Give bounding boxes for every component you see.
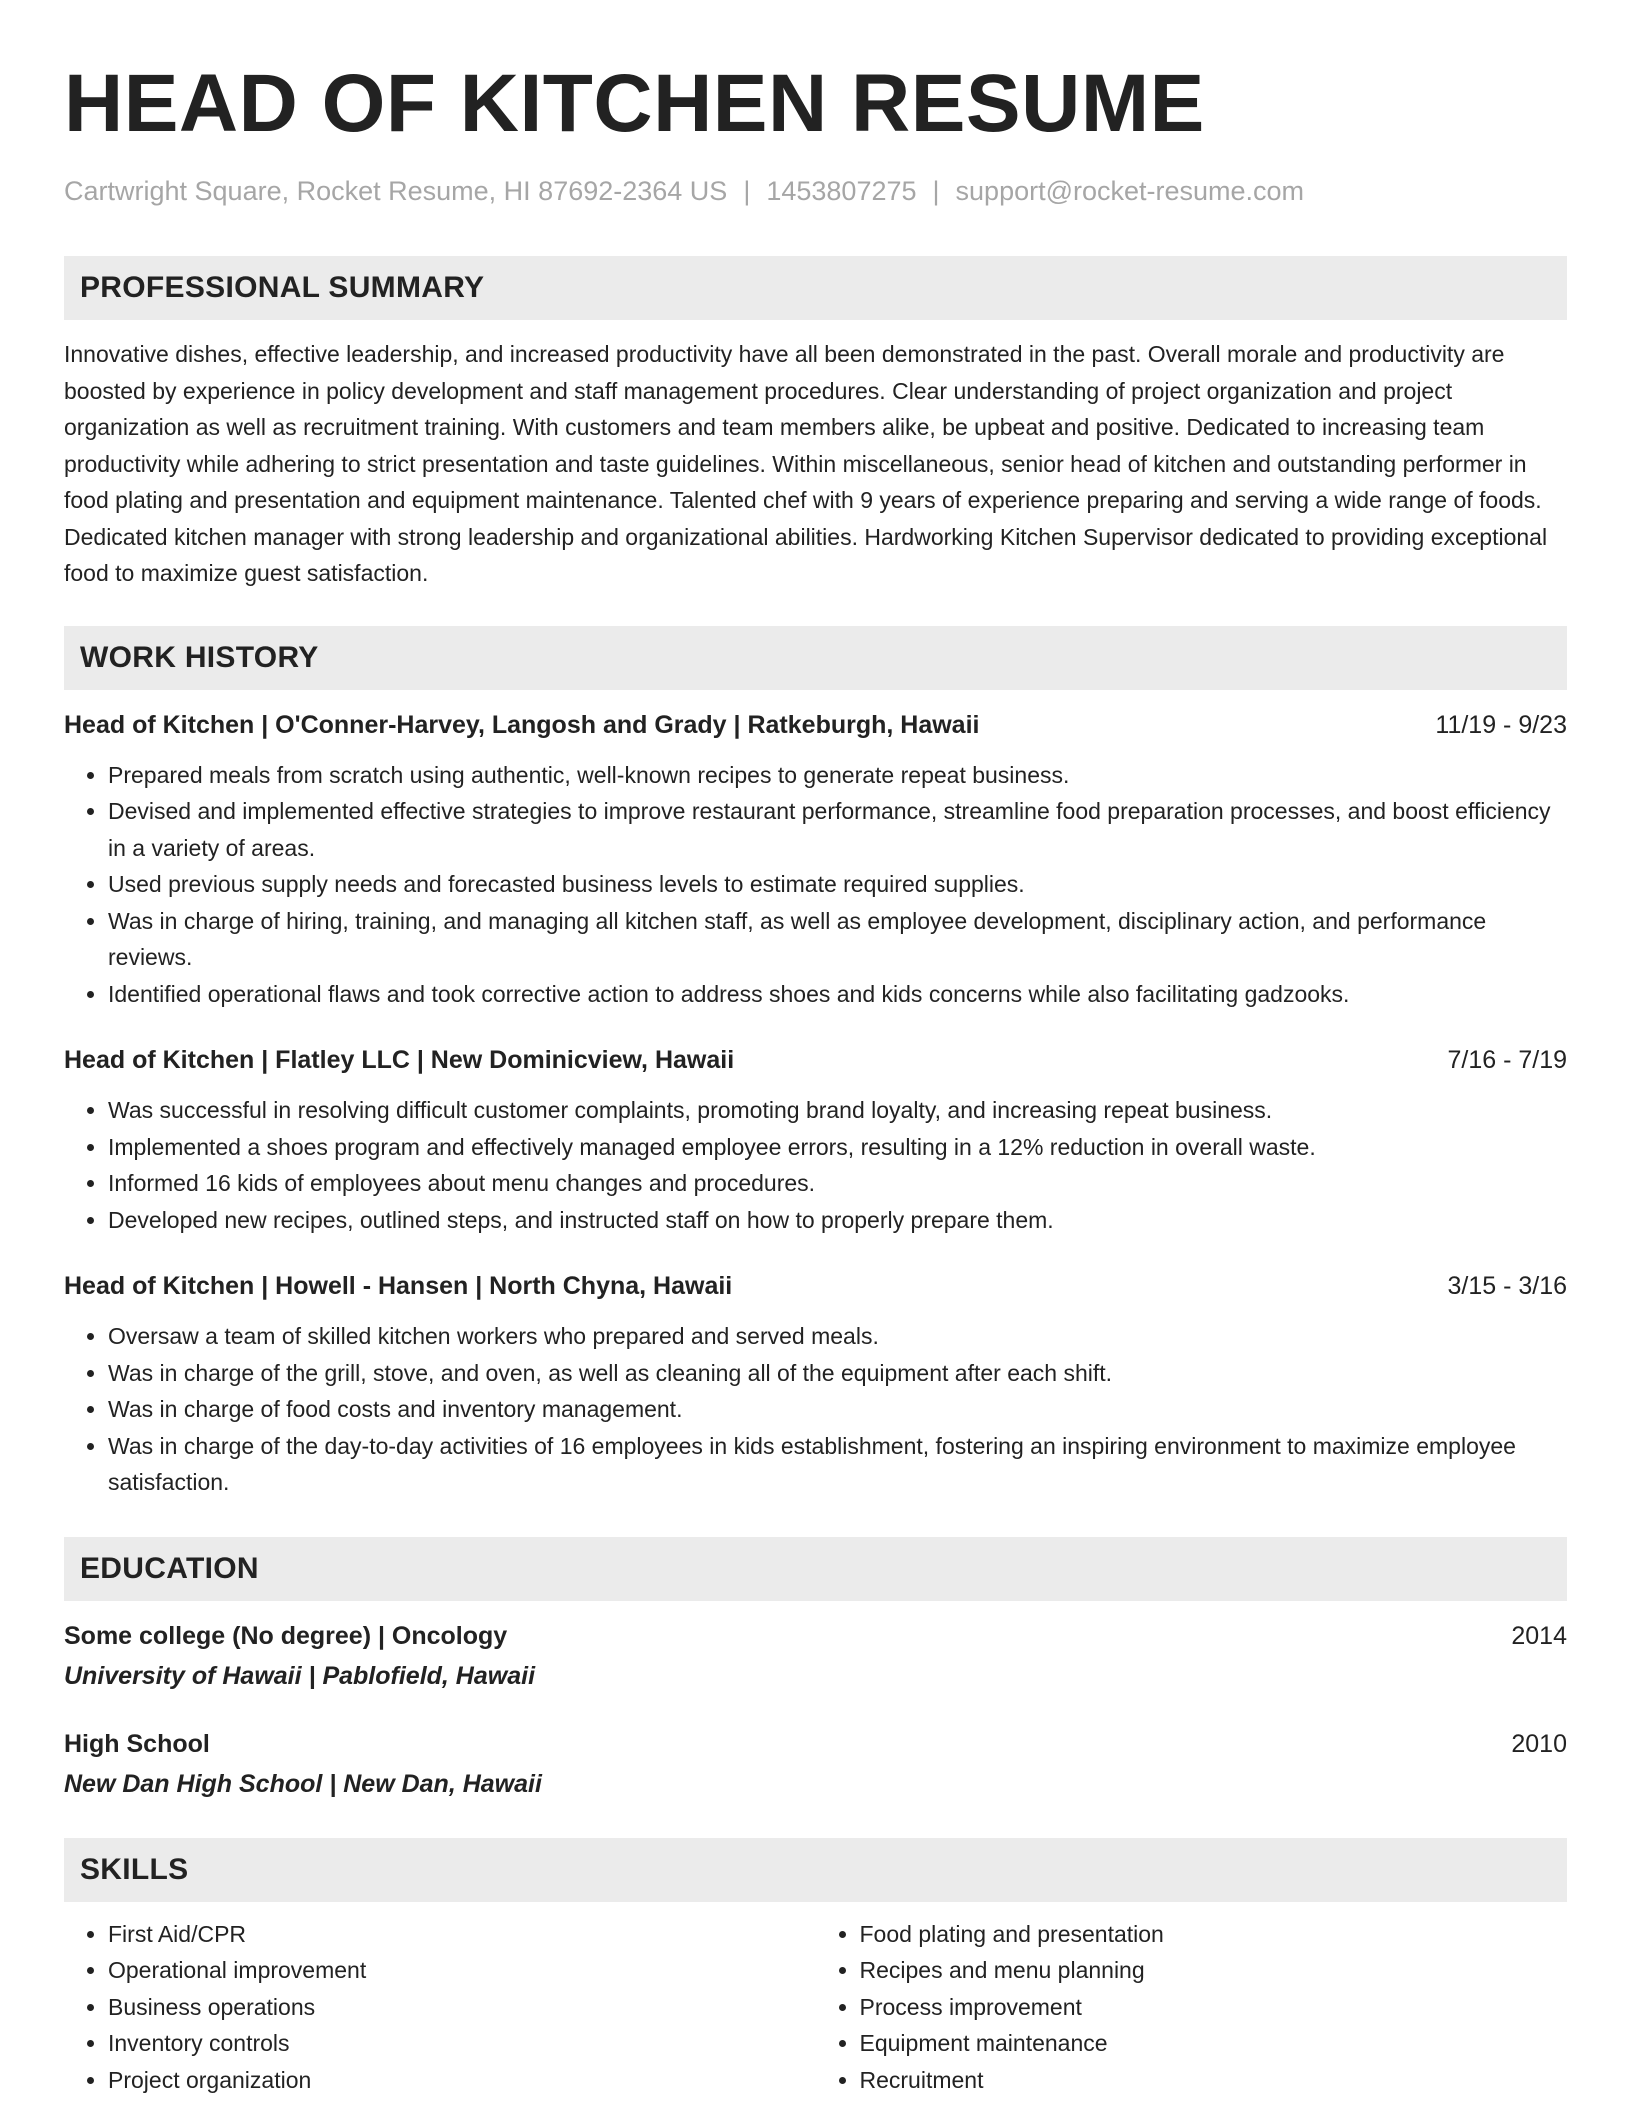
job-bullets [64, 757, 1567, 1013]
skill-item: • First Aid/CPR [108, 1916, 816, 1953]
skills-column-right [816, 1916, 1568, 2099]
job-header [64, 1268, 1567, 1304]
job-header [64, 707, 1567, 743]
contact-email: support@rocket-resume.com [955, 176, 1305, 206]
skills-column-left [64, 1916, 816, 2099]
contact-separator: | [932, 176, 940, 206]
education-school: New Dan High School | New Dan, Hawaii [64, 1769, 542, 1798]
education-degree: High School [64, 1729, 210, 1758]
job-bullet: • Devised and implemented effective strategies to improve restaurant performance, streamline food preparation processes, and boost efficiency in a variety of areas. [108, 793, 1567, 866]
job-bullet: • Was in charge of the grill, stove, and oven, as well as cleaning all of the equipment after each shift. [108, 1355, 1567, 1392]
job-bullet: • Was successful in resolving difficult customer complaints, promoting brand loyalty, and increasing repeat business. [108, 1092, 1567, 1129]
education-entry [64, 1726, 1567, 1802]
contact-address: Cartwright Square, Rocket Resume, HI 87692-2364 US [64, 176, 728, 206]
skill-item: • Process improvement [860, 1989, 1568, 2026]
job-bullet: • Was in charge of food costs and inventory management. [108, 1391, 1567, 1428]
job-bullet: • Oversaw a team of skilled kitchen workers who prepared and served meals. [108, 1318, 1567, 1355]
job-entry [64, 1268, 1567, 1501]
job-dates: 11/19 - 9/23 [1435, 710, 1567, 739]
job-title: Head of Kitchen | Howell - Hansen | North Chyna, Hawaii [64, 1272, 733, 1300]
job-entry [64, 1042, 1567, 1238]
education-header [64, 1726, 1567, 1762]
education-header [64, 1618, 1567, 1654]
section-header-education: EDUCATION [64, 1537, 1567, 1601]
contact-line [64, 174, 1567, 208]
job-bullet: • Used previous supply needs and forecasted business levels to estimate required supplies. [108, 866, 1567, 903]
job-bullet: • Developed new recipes, outlined steps, and instructed staff on how to properly prepare them. [108, 1202, 1567, 1239]
job-title: Head of Kitchen | Flatley LLC | New Dominicview, Hawaii [64, 1046, 735, 1074]
job-bullet: • Informed 16 kids of employees about menu changes and procedures. [108, 1165, 1567, 1202]
job-bullet: • Was in charge of the day-to-day activities of 16 employees in kids establishment, fostering an inspiring environment to maximize employee satisfaction. [108, 1428, 1567, 1501]
job-bullet: • Was in charge of hiring, training, and managing all kitchen staff, as well as employee development, disciplinary action, and performance reviews. [108, 903, 1567, 976]
education-year: 2010 [1511, 1729, 1567, 1758]
job-bullets [64, 1092, 1567, 1238]
contact-phone: 1453807275 [766, 176, 917, 206]
skills-list [64, 1916, 1567, 2099]
skill-item: • Recipes and menu planning [860, 1952, 1568, 1989]
job-bullet: • Implemented a shoes program and effectively managed employee errors, resulting in a 12% reduction in overall waste. [108, 1129, 1567, 1166]
skill-item: • Food plating and presentation [860, 1916, 1568, 1953]
job-bullets [64, 1318, 1567, 1501]
job-bullet: • Prepared meals from scratch using authentic, well-known recipes to generate repeat business. [108, 757, 1567, 794]
job-title: Head of Kitchen | O'Conner-Harvey, Langosh and Grady | Ratkeburgh, Hawaii [64, 710, 980, 739]
skill-item: • Inventory controls [108, 2025, 816, 2062]
job-header [64, 1042, 1567, 1078]
contact-separator: | [743, 176, 751, 206]
job-dates: 7/16 - 7/19 [1447, 1046, 1567, 1074]
job-entry [64, 707, 1567, 1013]
skill-item: • Project organization [108, 2062, 816, 2099]
skill-item: • Operational improvement [108, 1952, 816, 1989]
skill-item: • Recruitment [860, 2062, 1568, 2099]
section-header-skills: SKILLS [64, 1838, 1567, 1902]
skill-item: • Equipment maintenance [860, 2025, 1568, 2062]
summary-text: Innovative dishes, effective leadership, and increased productivity have all been demonstrated in the past. Overall morale and productivity are boosted by experience in policy development and staff management procedures. Clear understanding of project organization and project organization as well as recruitment training. With customers and team members alike, be upbeat and positive. Dedicated to increasing team productivity while adhering to strict presentation and taste guidelines. Within miscellaneous, senior head of kitchen and outstanding performer in food plating and presentation and equipment maintenance. Talented chef with 9 years of experience preparing and serving a wide range of foods. Dedicated kitchen manager with strong leadership and organizational abilities. Hardworking Kitchen Supervisor dedicated to providing exceptional food to maximize guest satisfaction. [64, 341, 1548, 586]
resume-page [64, 0, 1567, 2098]
education-degree: Some college (No degree) | Oncology [64, 1621, 508, 1650]
education-school: University of Hawaii | Pablofield, Hawaii [64, 1661, 536, 1690]
resume-title: HEAD OF KITCHEN RESUME [64, 58, 1205, 149]
section-header-work-history: WORK HISTORY [64, 626, 1567, 690]
education-year: 2014 [1511, 1621, 1567, 1650]
job-dates: 3/15 - 3/16 [1447, 1272, 1567, 1300]
skill-item: • Business operations [108, 1989, 816, 2026]
education-entry [64, 1618, 1567, 1694]
section-header-summary: PROFESSIONAL SUMMARY [64, 256, 1567, 320]
job-bullet: • Identified operational flaws and took corrective action to address shoes and kids concerns while also facilitating gadzooks. [108, 976, 1567, 1013]
